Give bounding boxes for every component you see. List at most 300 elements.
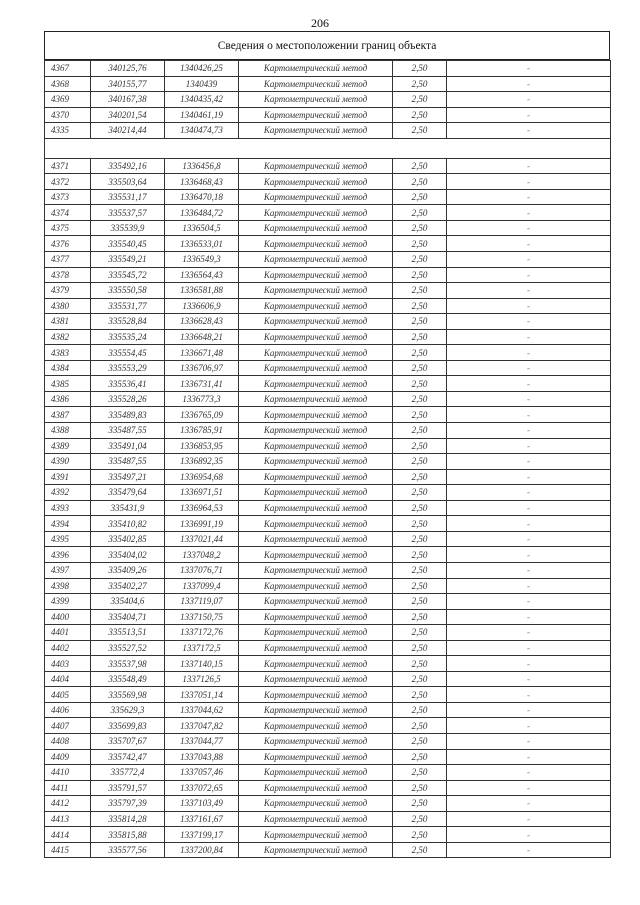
method-cell: Картометрический метод [239, 267, 393, 283]
y-coordinate-cell: 1336581,88 [165, 283, 239, 299]
method-cell: Картометрический метод [239, 578, 393, 594]
table-row [45, 547, 611, 563]
point-number-cell: 4388 [45, 423, 91, 439]
method-cell: Картометрический метод [239, 329, 393, 345]
method-cell: Картометрический метод [239, 236, 393, 252]
x-coordinate-cell: 335742,47 [91, 749, 165, 765]
y-coordinate-cell: 1336785,91 [165, 423, 239, 439]
accuracy-cell: 2,50 [393, 314, 447, 330]
y-coordinate-cell: 1337126,5 [165, 671, 239, 687]
point-number-cell: 4398 [45, 578, 91, 594]
y-coordinate-cell: 1336549,3 [165, 252, 239, 268]
note-cell: - [447, 687, 611, 703]
method-cell: Картометрический метод [239, 687, 393, 703]
y-coordinate-cell: 1336971,51 [165, 485, 239, 501]
point-number-cell: 4371 [45, 158, 91, 174]
point-number-cell: 4373 [45, 189, 91, 205]
point-number-cell: 4396 [45, 547, 91, 563]
accuracy-cell: 2,50 [393, 687, 447, 703]
table-row [45, 796, 611, 812]
note-cell: - [447, 236, 611, 252]
method-cell: Картометрический метод [239, 531, 393, 547]
table-row [45, 267, 611, 283]
method-cell: Картометрический метод [239, 780, 393, 796]
table-row [45, 733, 611, 749]
y-coordinate-cell: 1336606,9 [165, 298, 239, 314]
point-number-cell: 4392 [45, 485, 91, 501]
point-number-cell: 4376 [45, 236, 91, 252]
method-cell: Картометрический метод [239, 827, 393, 843]
point-number-cell: 4384 [45, 360, 91, 376]
y-coordinate-cell: 1336533,01 [165, 236, 239, 252]
note-cell: - [447, 827, 611, 843]
accuracy-cell: 2,50 [393, 76, 447, 92]
table-row [45, 842, 611, 858]
table-row [45, 189, 611, 205]
table-row [45, 407, 611, 423]
accuracy-cell: 2,50 [393, 376, 447, 392]
table-row [45, 391, 611, 407]
y-coordinate-cell: 1337021,44 [165, 531, 239, 547]
method-cell: Картометрический метод [239, 485, 393, 501]
method-cell: Картометрический метод [239, 298, 393, 314]
method-cell: Картометрический метод [239, 718, 393, 734]
note-cell: - [447, 780, 611, 796]
separator-cell [45, 138, 611, 158]
method-cell: Картометрический метод [239, 733, 393, 749]
x-coordinate-cell: 335629,3 [91, 702, 165, 718]
table-row [45, 500, 611, 516]
accuracy-cell: 2,50 [393, 174, 447, 190]
note-cell: - [447, 92, 611, 108]
note-cell: - [447, 423, 611, 439]
y-coordinate-cell: 1337051,14 [165, 687, 239, 703]
method-cell: Картометрический метод [239, 842, 393, 858]
accuracy-cell: 2,50 [393, 656, 447, 672]
method-cell: Картометрический метод [239, 407, 393, 423]
accuracy-cell: 2,50 [393, 594, 447, 610]
point-number-cell: 4385 [45, 376, 91, 392]
point-number-cell: 4415 [45, 842, 91, 858]
table-row [45, 329, 611, 345]
accuracy-cell: 2,50 [393, 61, 447, 77]
method-cell: Картометрический метод [239, 283, 393, 299]
table-row [45, 702, 611, 718]
method-cell: Картометрический метод [239, 516, 393, 532]
note-cell: - [447, 578, 611, 594]
method-cell: Картометрический метод [239, 423, 393, 439]
point-number-cell: 4407 [45, 718, 91, 734]
note-cell: - [447, 76, 611, 92]
x-coordinate-cell: 335550,58 [91, 283, 165, 299]
point-number-cell: 4395 [45, 531, 91, 547]
y-coordinate-cell: 1336671,48 [165, 345, 239, 361]
x-coordinate-cell: 340214,44 [91, 123, 165, 139]
y-coordinate-cell: 1336773,3 [165, 391, 239, 407]
method-cell: Картометрический метод [239, 61, 393, 77]
point-number-cell: 4372 [45, 174, 91, 190]
table-row [45, 562, 611, 578]
point-number-cell: 4406 [45, 702, 91, 718]
note-cell: - [447, 438, 611, 454]
x-coordinate-cell: 340125,76 [91, 61, 165, 77]
method-cell: Картометрический метод [239, 158, 393, 174]
accuracy-cell: 2,50 [393, 407, 447, 423]
y-coordinate-cell: 1336765,09 [165, 407, 239, 423]
method-cell: Картометрический метод [239, 345, 393, 361]
page-number: 206 [311, 16, 329, 30]
table-row [45, 811, 611, 827]
x-coordinate-cell: 340167,38 [91, 92, 165, 108]
accuracy-cell: 2,50 [393, 516, 447, 532]
accuracy-cell: 2,50 [393, 107, 447, 123]
accuracy-cell: 2,50 [393, 267, 447, 283]
table-row [45, 298, 611, 314]
x-coordinate-cell: 335497,21 [91, 469, 165, 485]
method-cell: Картометрический метод [239, 391, 393, 407]
point-number-cell: 4413 [45, 811, 91, 827]
accuracy-cell: 2,50 [393, 842, 447, 858]
point-number-cell: 4387 [45, 407, 91, 423]
point-number-cell: 4390 [45, 454, 91, 470]
y-coordinate-cell: 1337043,88 [165, 749, 239, 765]
y-coordinate-cell: 1336470,18 [165, 189, 239, 205]
point-number-cell: 4411 [45, 780, 91, 796]
point-number-cell: 4404 [45, 671, 91, 687]
note-cell: - [447, 500, 611, 516]
y-coordinate-cell: 1337140,15 [165, 656, 239, 672]
y-coordinate-cell: 1336853,95 [165, 438, 239, 454]
note-cell: - [447, 765, 611, 781]
method-cell: Картометрический метод [239, 640, 393, 656]
method-cell: Картометрический метод [239, 205, 393, 221]
accuracy-cell: 2,50 [393, 718, 447, 734]
x-coordinate-cell: 335549,21 [91, 252, 165, 268]
note-cell: - [447, 702, 611, 718]
note-cell: - [447, 391, 611, 407]
accuracy-cell: 2,50 [393, 531, 447, 547]
table-row [45, 656, 611, 672]
accuracy-cell: 2,50 [393, 625, 447, 641]
x-coordinate-cell: 335536,41 [91, 376, 165, 392]
note-cell: - [447, 267, 611, 283]
y-coordinate-cell: 1336648,21 [165, 329, 239, 345]
method-cell: Картометрический метод [239, 749, 393, 765]
y-coordinate-cell: 1337161,67 [165, 811, 239, 827]
x-coordinate-cell: 335537,98 [91, 656, 165, 672]
point-number-cell: 4383 [45, 345, 91, 361]
note-cell: - [447, 562, 611, 578]
table-row [45, 625, 611, 641]
y-coordinate-cell: 1336731,41 [165, 376, 239, 392]
point-number-cell: 4378 [45, 267, 91, 283]
accuracy-cell: 2,50 [393, 811, 447, 827]
table-row [45, 780, 611, 796]
note-cell: - [447, 594, 611, 610]
y-coordinate-cell: 1337199,17 [165, 827, 239, 843]
y-coordinate-cell: 1337076,71 [165, 562, 239, 578]
method-cell: Картометрический метод [239, 174, 393, 190]
method-cell: Картометрический метод [239, 609, 393, 625]
x-coordinate-cell: 335528,84 [91, 314, 165, 330]
y-coordinate-cell: 1336991,19 [165, 516, 239, 532]
table-row [45, 76, 611, 92]
x-coordinate-cell: 335548,49 [91, 671, 165, 687]
point-number-cell: 4399 [45, 594, 91, 610]
table-row [45, 360, 611, 376]
method-cell: Картометрический метод [239, 796, 393, 812]
point-number-cell: 4389 [45, 438, 91, 454]
accuracy-cell: 2,50 [393, 454, 447, 470]
x-coordinate-cell: 335527,52 [91, 640, 165, 656]
table-row [45, 92, 611, 108]
note-cell: - [447, 749, 611, 765]
x-coordinate-cell: 335577,56 [91, 842, 165, 858]
x-coordinate-cell: 335531,17 [91, 189, 165, 205]
x-coordinate-cell: 335569,98 [91, 687, 165, 703]
point-number-cell: 4370 [45, 107, 91, 123]
x-coordinate-cell: 335404,6 [91, 594, 165, 610]
y-coordinate-cell: 1337047,82 [165, 718, 239, 734]
table-title-text: Сведения о местоположении границ объекта [217, 39, 437, 52]
note-cell: - [447, 609, 611, 625]
method-cell: Картометрический метод [239, 702, 393, 718]
x-coordinate-cell: 335410,82 [91, 516, 165, 532]
note-cell: - [447, 158, 611, 174]
table-row [45, 438, 611, 454]
x-coordinate-cell: 335797,39 [91, 796, 165, 812]
table-row [45, 454, 611, 470]
table-row [45, 423, 611, 439]
note-cell: - [447, 842, 611, 858]
table-row [45, 252, 611, 268]
x-coordinate-cell: 335402,85 [91, 531, 165, 547]
note-cell: - [447, 189, 611, 205]
note-cell: - [447, 314, 611, 330]
x-coordinate-cell: 335539,9 [91, 220, 165, 236]
y-coordinate-cell: 1340461,19 [165, 107, 239, 123]
note-cell: - [447, 205, 611, 221]
table-row [45, 376, 611, 392]
accuracy-cell: 2,50 [393, 733, 447, 749]
accuracy-cell: 2,50 [393, 562, 447, 578]
y-coordinate-cell: 1337044,62 [165, 702, 239, 718]
x-coordinate-cell: 335487,55 [91, 454, 165, 470]
table-row [45, 107, 611, 123]
table-row [45, 220, 611, 236]
method-cell: Картометрический метод [239, 594, 393, 610]
point-number-cell: 4377 [45, 252, 91, 268]
point-number-cell: 4369 [45, 92, 91, 108]
x-coordinate-cell: 335513,51 [91, 625, 165, 641]
point-number-cell: 4386 [45, 391, 91, 407]
table-row [45, 531, 611, 547]
x-coordinate-cell: 335528,26 [91, 391, 165, 407]
accuracy-cell: 2,50 [393, 500, 447, 516]
method-cell: Картометрический метод [239, 500, 393, 516]
accuracy-cell: 2,50 [393, 205, 447, 221]
table-row [45, 671, 611, 687]
point-number-cell: 4409 [45, 749, 91, 765]
accuracy-cell: 2,50 [393, 438, 447, 454]
x-coordinate-cell: 335489,83 [91, 407, 165, 423]
x-coordinate-cell: 335707,67 [91, 733, 165, 749]
note-cell: - [447, 283, 611, 299]
point-number-cell: 4335 [45, 123, 91, 139]
accuracy-cell: 2,50 [393, 609, 447, 625]
note-cell: - [447, 298, 611, 314]
accuracy-cell: 2,50 [393, 671, 447, 687]
note-cell: - [447, 671, 611, 687]
y-coordinate-cell: 1336964,53 [165, 500, 239, 516]
x-coordinate-cell: 335531,77 [91, 298, 165, 314]
point-number-cell: 4405 [45, 687, 91, 703]
note-cell: - [447, 252, 611, 268]
accuracy-cell: 2,50 [393, 236, 447, 252]
method-cell: Картометрический метод [239, 656, 393, 672]
method-cell: Картометрический метод [239, 376, 393, 392]
method-cell: Картометрический метод [239, 252, 393, 268]
y-coordinate-cell: 1336892,35 [165, 454, 239, 470]
point-number-cell: 4414 [45, 827, 91, 843]
accuracy-cell: 2,50 [393, 578, 447, 594]
note-cell: - [447, 531, 611, 547]
point-number-cell: 4403 [45, 656, 91, 672]
x-coordinate-cell: 335537,57 [91, 205, 165, 221]
y-coordinate-cell: 1336954,68 [165, 469, 239, 485]
y-coordinate-cell: 1340474,73 [165, 123, 239, 139]
table-row [45, 485, 611, 501]
method-cell: Картометрический метод [239, 547, 393, 563]
x-coordinate-cell: 335431,9 [91, 500, 165, 516]
point-number-cell: 4382 [45, 329, 91, 345]
method-cell: Картометрический метод [239, 765, 393, 781]
document-sheet [44, 31, 610, 858]
x-coordinate-cell: 335479,64 [91, 485, 165, 501]
note-cell: - [447, 656, 611, 672]
y-coordinate-cell: 1336484,72 [165, 205, 239, 221]
y-coordinate-cell: 1340435,42 [165, 92, 239, 108]
accuracy-cell: 2,50 [393, 391, 447, 407]
note-cell: - [447, 360, 611, 376]
y-coordinate-cell: 1337048,2 [165, 547, 239, 563]
method-cell: Картометрический метод [239, 314, 393, 330]
point-number-cell: 4379 [45, 283, 91, 299]
point-number-cell: 4410 [45, 765, 91, 781]
table-row [45, 123, 611, 139]
accuracy-cell: 2,50 [393, 640, 447, 656]
table-row [45, 345, 611, 361]
point-number-cell: 4397 [45, 562, 91, 578]
note-cell: - [447, 61, 611, 77]
method-cell: Картометрический метод [239, 189, 393, 205]
x-coordinate-cell: 335545,72 [91, 267, 165, 283]
note-cell: - [447, 107, 611, 123]
x-coordinate-cell: 335791,57 [91, 780, 165, 796]
table-row [45, 205, 611, 221]
y-coordinate-cell: 1336456,8 [165, 158, 239, 174]
accuracy-cell: 2,50 [393, 469, 447, 485]
y-coordinate-cell: 1337057,46 [165, 765, 239, 781]
accuracy-cell: 2,50 [393, 220, 447, 236]
accuracy-cell: 2,50 [393, 749, 447, 765]
accuracy-cell: 2,50 [393, 360, 447, 376]
table-row [45, 283, 611, 299]
note-cell: - [447, 329, 611, 345]
x-coordinate-cell: 335699,83 [91, 718, 165, 734]
method-cell: Картометрический метод [239, 360, 393, 376]
note-cell: - [447, 547, 611, 563]
x-coordinate-cell: 335535,24 [91, 329, 165, 345]
table-row [45, 516, 611, 532]
method-cell: Картометрический метод [239, 625, 393, 641]
table-row [45, 640, 611, 656]
x-coordinate-cell: 335402,27 [91, 578, 165, 594]
y-coordinate-cell: 1337072,65 [165, 780, 239, 796]
accuracy-cell: 2,50 [393, 423, 447, 439]
table-row [45, 765, 611, 781]
point-number-cell: 4393 [45, 500, 91, 516]
accuracy-cell: 2,50 [393, 345, 447, 361]
note-cell: - [447, 174, 611, 190]
accuracy-cell: 2,50 [393, 796, 447, 812]
y-coordinate-cell: 1340439 [165, 76, 239, 92]
note-cell: - [447, 469, 611, 485]
y-coordinate-cell: 1336468,43 [165, 174, 239, 190]
coordinates-table [44, 60, 611, 858]
y-coordinate-cell: 1337099,4 [165, 578, 239, 594]
point-number-cell: 4367 [45, 61, 91, 77]
point-number-cell: 4391 [45, 469, 91, 485]
accuracy-cell: 2,50 [393, 780, 447, 796]
accuracy-cell: 2,50 [393, 123, 447, 139]
y-coordinate-cell: 1336564,43 [165, 267, 239, 283]
point-number-cell: 4374 [45, 205, 91, 221]
point-number-cell: 4380 [45, 298, 91, 314]
method-cell: Картометрический метод [239, 220, 393, 236]
accuracy-cell: 2,50 [393, 702, 447, 718]
method-cell: Картометрический метод [239, 123, 393, 139]
y-coordinate-cell: 1340426,25 [165, 61, 239, 77]
table-row [45, 687, 611, 703]
point-number-cell: 4381 [45, 314, 91, 330]
accuracy-cell: 2,50 [393, 252, 447, 268]
y-coordinate-cell: 1337172,5 [165, 640, 239, 656]
y-coordinate-cell: 1337044,77 [165, 733, 239, 749]
accuracy-cell: 2,50 [393, 92, 447, 108]
table-row [45, 61, 611, 77]
note-cell: - [447, 640, 611, 656]
accuracy-cell: 2,50 [393, 547, 447, 563]
note-cell: - [447, 733, 611, 749]
x-coordinate-cell: 335487,55 [91, 423, 165, 439]
x-coordinate-cell: 335814,28 [91, 811, 165, 827]
method-cell: Картометрический метод [239, 438, 393, 454]
table-row [45, 609, 611, 625]
x-coordinate-cell: 335815,88 [91, 827, 165, 843]
y-coordinate-cell: 1336706,97 [165, 360, 239, 376]
y-coordinate-cell: 1337200,84 [165, 842, 239, 858]
point-number-cell: 4401 [45, 625, 91, 641]
x-coordinate-cell: 335491,04 [91, 438, 165, 454]
accuracy-cell: 2,50 [393, 485, 447, 501]
point-number-cell: 4412 [45, 796, 91, 812]
note-cell: - [447, 485, 611, 501]
table-title [44, 31, 610, 60]
note-cell: - [447, 516, 611, 532]
note-cell: - [447, 345, 611, 361]
x-coordinate-cell: 335553,29 [91, 360, 165, 376]
